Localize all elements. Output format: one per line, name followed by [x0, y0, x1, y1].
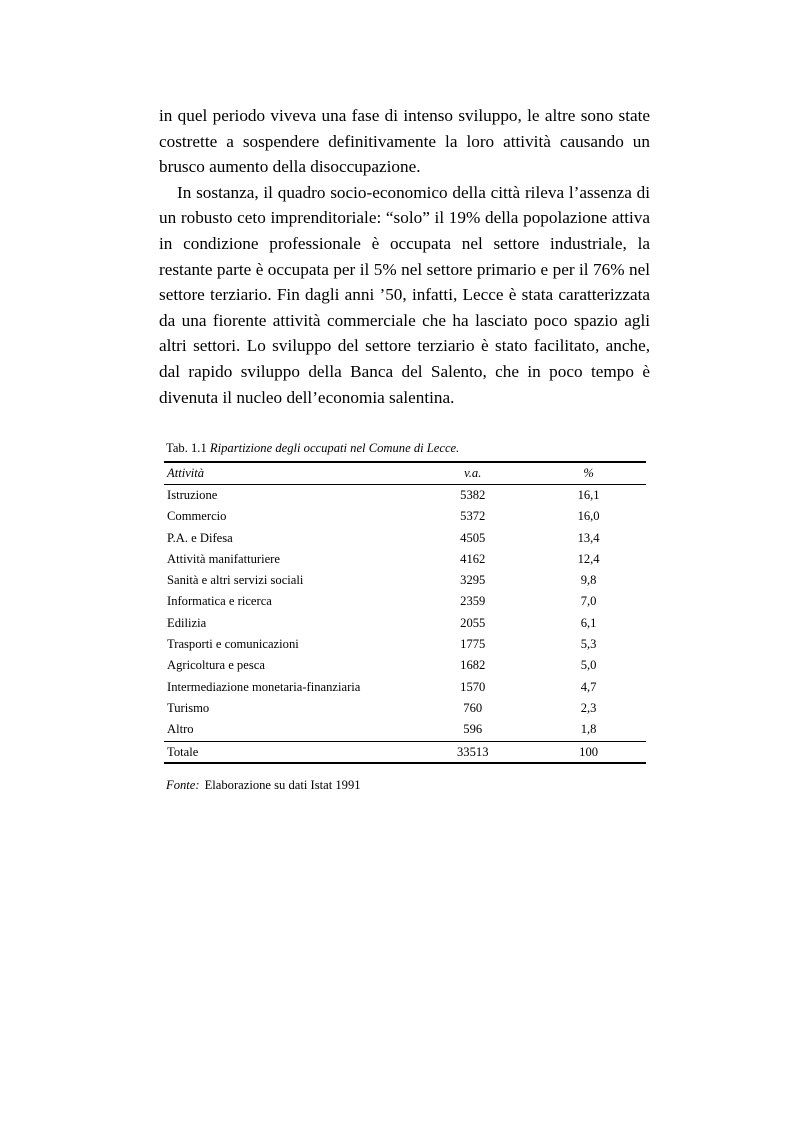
- row-absolute-value: 4162: [460, 551, 486, 566]
- table-row: [164, 613, 646, 634]
- row-absolute-value: 5372: [460, 509, 486, 524]
- paragraph-1: in quel periodo viveva una fase di intenso sviluppo, le altre sono state costrette a sospendere definitivamente la loro attività causando un brusco aumento della disoccupazione.: [159, 106, 650, 177]
- row-percent: 1,8: [580, 722, 597, 737]
- table-row: [164, 698, 646, 719]
- table-caption-title: Ripartizione degli occupati nel Comune di Lecce.: [209, 441, 460, 455]
- row-percent: 9,8: [580, 573, 597, 588]
- table-row: [164, 634, 646, 655]
- row-percent: 16,1: [577, 488, 600, 502]
- row-absolute-value: 1570: [460, 679, 486, 694]
- row-absolute-value: 3295: [460, 573, 486, 588]
- header-activity: Attività: [164, 462, 414, 485]
- table-row: [164, 549, 646, 570]
- row-percent: 4,7: [580, 679, 597, 694]
- row-activity: Intermediazione monetaria-finanziaria: [167, 679, 361, 694]
- table-source: [166, 777, 361, 793]
- row-absolute-value: 5382: [460, 488, 486, 502]
- row-activity: Informatica e ricerca: [167, 594, 272, 609]
- table-row: [164, 591, 646, 612]
- row-activity: Attività manifatturiere: [167, 551, 280, 566]
- table-total-row: [164, 741, 646, 763]
- table-row: [164, 528, 646, 549]
- row-percent: 5,3: [580, 637, 597, 652]
- row-activity: Commercio: [167, 509, 227, 524]
- table-row: [164, 719, 646, 741]
- row-activity: Turismo: [167, 700, 210, 715]
- total-label: Totale: [164, 741, 414, 763]
- table-body: [164, 485, 646, 742]
- table-row: [164, 485, 646, 507]
- row-absolute-value: 1682: [460, 658, 486, 673]
- row-activity: Istruzione: [167, 488, 218, 502]
- total-percent: 100: [531, 741, 646, 763]
- row-activity: Agricoltura e pesca: [167, 658, 265, 673]
- row-absolute-value: 760: [463, 700, 483, 715]
- source-label: Fonte:: [166, 778, 200, 792]
- employment-table: [164, 461, 646, 764]
- table-caption-label: Tab. 1.1: [166, 441, 207, 455]
- row-percent: 13,4: [577, 530, 600, 545]
- body-text: [159, 103, 650, 410]
- table-row: [164, 677, 646, 698]
- row-activity: Edilizia: [167, 615, 207, 630]
- row-activity: P.A. e Difesa: [167, 530, 233, 545]
- table-row: [164, 570, 646, 591]
- row-percent: 16,0: [577, 509, 600, 524]
- header-absolute-value: v.a.: [414, 462, 531, 485]
- total-absolute-value: 33513: [414, 741, 531, 763]
- row-percent: 12,4: [577, 551, 600, 566]
- row-absolute-value: 2359: [460, 594, 486, 609]
- table-header-row: [164, 462, 646, 485]
- row-absolute-value: 596: [463, 722, 483, 737]
- table-row: [164, 655, 646, 676]
- row-absolute-value: 2055: [460, 615, 486, 630]
- row-activity: Sanità e altri servizi sociali: [167, 573, 304, 588]
- row-percent: 2,3: [580, 700, 597, 715]
- row-percent: 6,1: [580, 615, 597, 630]
- row-activity: Altro: [167, 722, 194, 737]
- table-caption: [166, 440, 459, 456]
- source-text: Elaborazione su dati Istat 1991: [204, 778, 361, 792]
- header-percent: %: [531, 462, 646, 485]
- paragraph-2: In sostanza, il quadro socio-economico della città rileva l’assenza di un robusto ceto imprenditoriale: “solo” il 19% della popolazione attiva in condizione professionale è occupata nel settore industriale, la restante parte è occupata per il 5% nel settore primario e per il 76% nel settore terziario. Fin dagli anni ’50, infatti, Lecce è stata caratterizzata da una fiorente attività commerciale che ha lasciato poco spazio agli altri settori. Lo sviluppo del settore terziario è stato facilitato, anche, dal rapido sviluppo della Banca del Salento, che in poco tempo è divenuta il nucleo dell’economia salentina.: [159, 182, 650, 407]
- row-absolute-value: 4505: [460, 530, 486, 545]
- table-row: [164, 506, 646, 527]
- row-absolute-value: 1775: [460, 637, 486, 652]
- row-percent: 7,0: [580, 594, 597, 609]
- row-activity: Trasporti e comunicazioni: [167, 637, 299, 652]
- row-percent: 5,0: [580, 658, 597, 673]
